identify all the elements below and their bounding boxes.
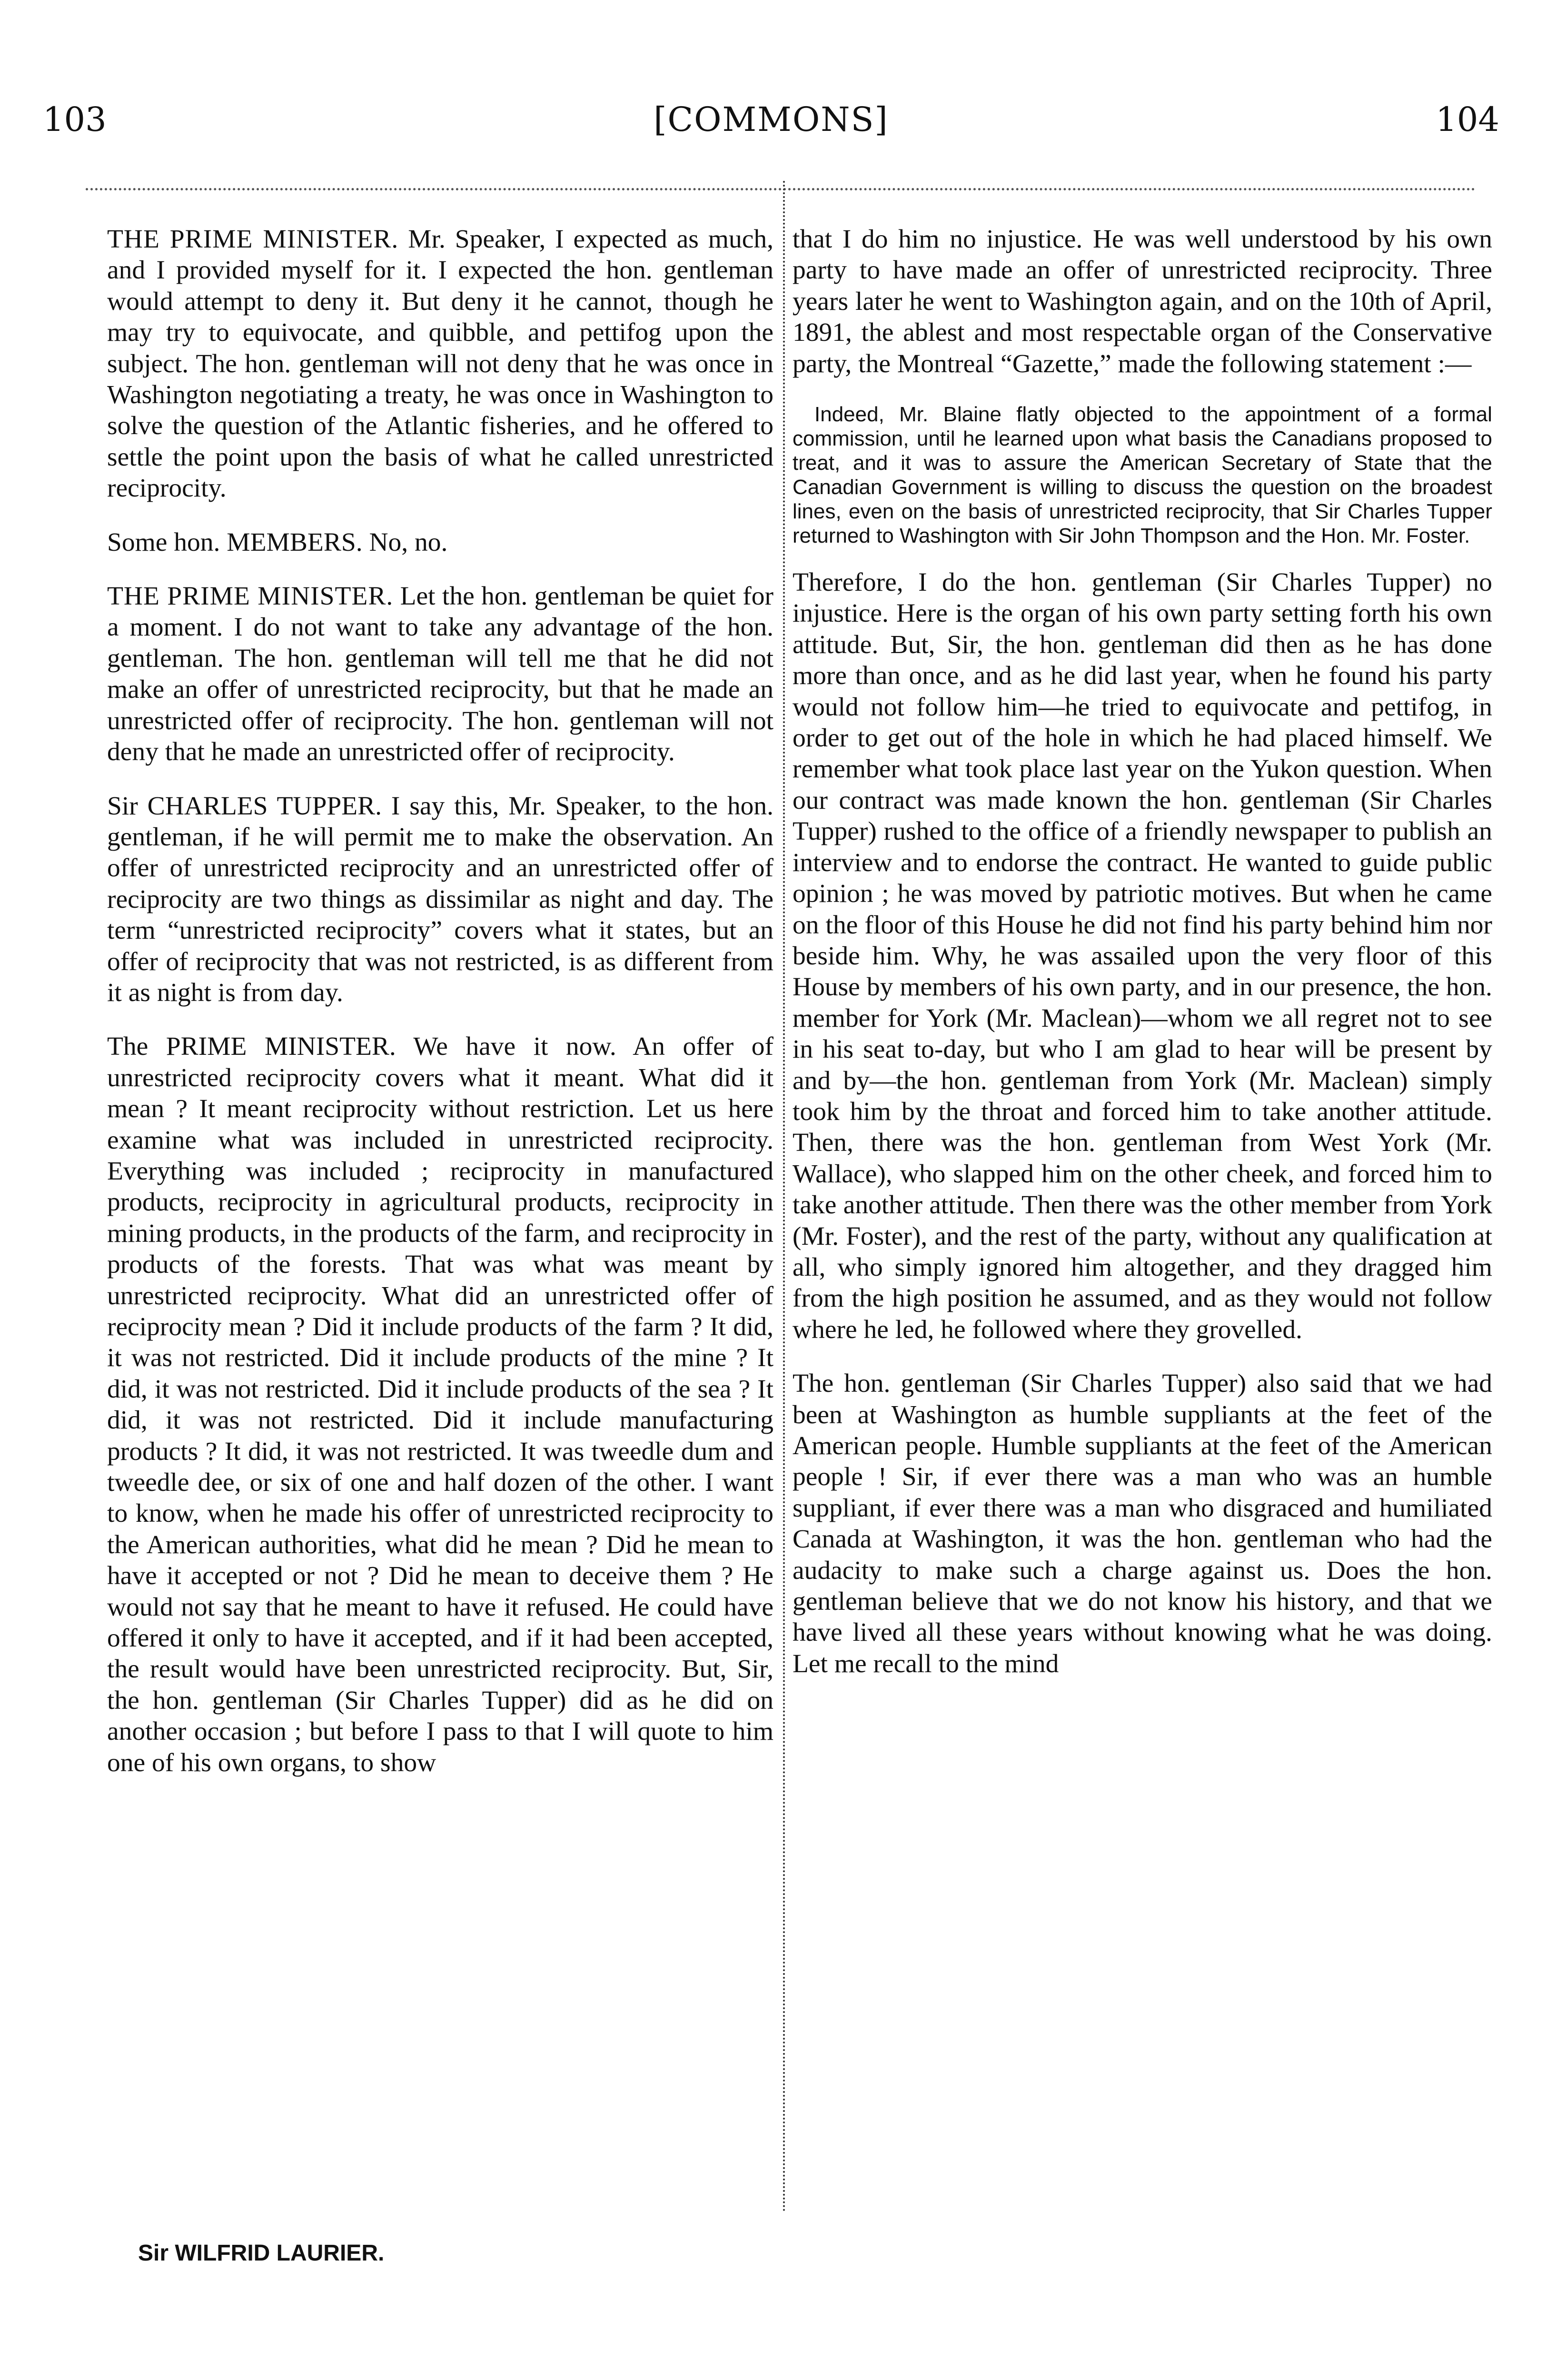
page-title: [COMMONS] [654,100,889,139]
speech-paragraph: Therefore, I do the hon. gentleman (Sir Charles Tupper) no injustice. Here is the organ of his own party setting forth his own attitude. But, Sir, the hon. gentleman did then as he has done more than once, and as he did last year, when he found his party would not follow him—he tried to equivocate and pettifog, in order to get out of the hole in which he had placed himself. We remember what took place last year on the Yukon question. When our contract was made known the hon. gentleman (Sir Charles Tupper) rushed to the office of a friendly newspaper to publish an interview and to endorse the contract. He wanted to guide public opinion ; he was moved by patriotic motives. But when he came on the floor of this House he did not find his party behind him nor beside him. Why, he was assailed upon the very floor of this House by members of his own party, and in our presence, the hon. member for York (Mr. Maclean)—whom we all regret not to see in his seat to-day, but who I am glad to hear will be present by and by—the hon. gentleman from York (Mr. Maclean) simply took him by the throat and forced him to take another attitude. Then, there was the hon. gentleman from West York (Mr. Wallace), who slapped him on the other cheek, and forced him to take another attitude. Then there was the other member from York (Mr. Foster), and the rest of the party, without any qualification at all, who simply ignored him altogether, and they dragged him from the high position he assumed, and as they would not follow where he led, he followed where they grovelled. [793,568,1492,1344]
header-divider [86,188,1476,190]
page-header [43,100,1499,157]
left-page-number: 103 [43,100,107,139]
speech-paragraph [107,1031,773,1778]
block-quote [793,402,1492,548]
quote-text: Indeed, Mr. Blaine flatly objected to the appointment of a formal commission, until he learned upon what basis the Canadians proposed to treat, and it was to assure the American Secretary of State that the Canadian Government is willing to discuss the question on the broadest lines, even on the basis of unrestricted reciprocity, that Sir Charles Tupper returned to Washington with Sir John Thompson and the Hon. Mr. Foster. [793,403,1492,548]
speech-text: Mr. Speaker, I expected as much, and I provided myself for it. I expected the hon. gentleman would attempt to deny it. But deny it he cannot, though he may try to equivocate, and quibble, and pettifog upon the subject. The hon. gentleman will not deny that he was once in Washington negotiating a treaty, he was once in Washington to solve the question of the Atlantic fisheries, and he offered to settle the point upon the basis of what he called unrestricted reciprocity. [107,225,773,503]
speech-paragraph [107,581,773,767]
speaker-label: The PRIME MINISTER. [107,1032,396,1061]
speech-text: Let the hon. gentleman be quiet for a moment. I do not want to take any advantage of the hon. gentleman. The hon. gentleman will tell me that he did not make an offer of unrestricted reciprocity, but that he made an unrestricted offer of reciprocity. The hon. gentleman will not deny that he made an unrestricted offer of reciprocity. [107,582,773,767]
speech-text: No, no. [362,527,448,557]
right-column [793,224,1492,1702]
speech-paragraph [107,224,773,504]
column-divider [783,181,785,2213]
right-page-number: 104 [1436,100,1499,139]
speech-text: We have it now. An offer of unrestricted reciprocity covers what it meant. What did it mean ? It meant reciprocity without restriction. Let us here examine what was included in unrestricted reciprocity. Everything was included ; reciprocity in manufactured products, reciprocity in agricultural products, reciprocity in mining products, in the products of the farm, and reciprocity in products of the forests. That was what was meant by unrestricted reciprocity. What did an unrestricted offer of reciprocity mean ? Did it include products of the farm ? It did, it was not restricted. Did it include products of the mine ? It did, it was not restricted. Did it include products of the sea ? It did, it was not restricted. Did it include manufacturing products ? It did, it was not restricted. It was tweedle dum and tweedle dee, or six of one and half dozen of the other. I want to know, when he made his offer of unrestricted reciprocity to the American authorities, what did he mean ? Did he mean to have it accepted or not ? Did he mean to deceive them ? He would not say that he meant to have it refused. He could have offered it only to have it accepted, and if it had been accepted, the result would have been unrestricted reciprocity. But, Sir, the hon. gentleman (Sir Charles Tupper) did as he did on another occasion ; but before I pass to that I will quote to him one of his own organs, to show [107,1032,773,1777]
running-footer-speaker: Sir WILFRID LAURIER. [138,2241,385,2266]
speech-text: I say this, Mr. Speaker, to the hon. gentleman, if he will permit me to make the observation. An offer of unrestricted reciprocity and an unrestricted offer of reciprocity are two things as dissimilar as night and day. The term “unrestricted reciprocity” covers what it states, but an offer of reciprocity that was not restricted, is as different from it as night is from day. [107,791,773,1007]
speaker-label: THE PRIME MINISTER. [107,225,399,254]
speech-paragraph [107,791,773,1009]
speech-paragraph: The hon. gentleman (Sir Charles Tupper) also said that we had been at Washington as humble suppliants at the feet of the American people. Humble suppliants at the feet of the American people ! Sir, if ever there was a man who was an humble suppliant, if ever there was a man who disgraced and humiliated Canada at Washington, it was the hon. gentleman who had the audacity to make such a charge against us. Does the hon. gentleman believe that we do not know his history, and that we have lived all these years without knowing what he was doing. Let me recall to the mind [793,1369,1492,1678]
speech-paragraph [107,527,773,558]
speaker-label: Some hon. MEMBERS. [107,527,363,557]
speech-paragraph: that I do him no injustice. He was well understood by his own party to have made an offer of unrestricted reciprocity. Three years later he went to Washington again, and on the 10th of April, 1891, the ablest and most respectable organ of the Conservative party, the Montreal “Gazette,” made the following statement :— [793,225,1492,378]
left-column [107,224,773,1801]
speaker-label: Sir CHARLES TUPPER. [107,791,382,821]
speaker-label: THE PRIME MINISTER. [107,582,394,611]
